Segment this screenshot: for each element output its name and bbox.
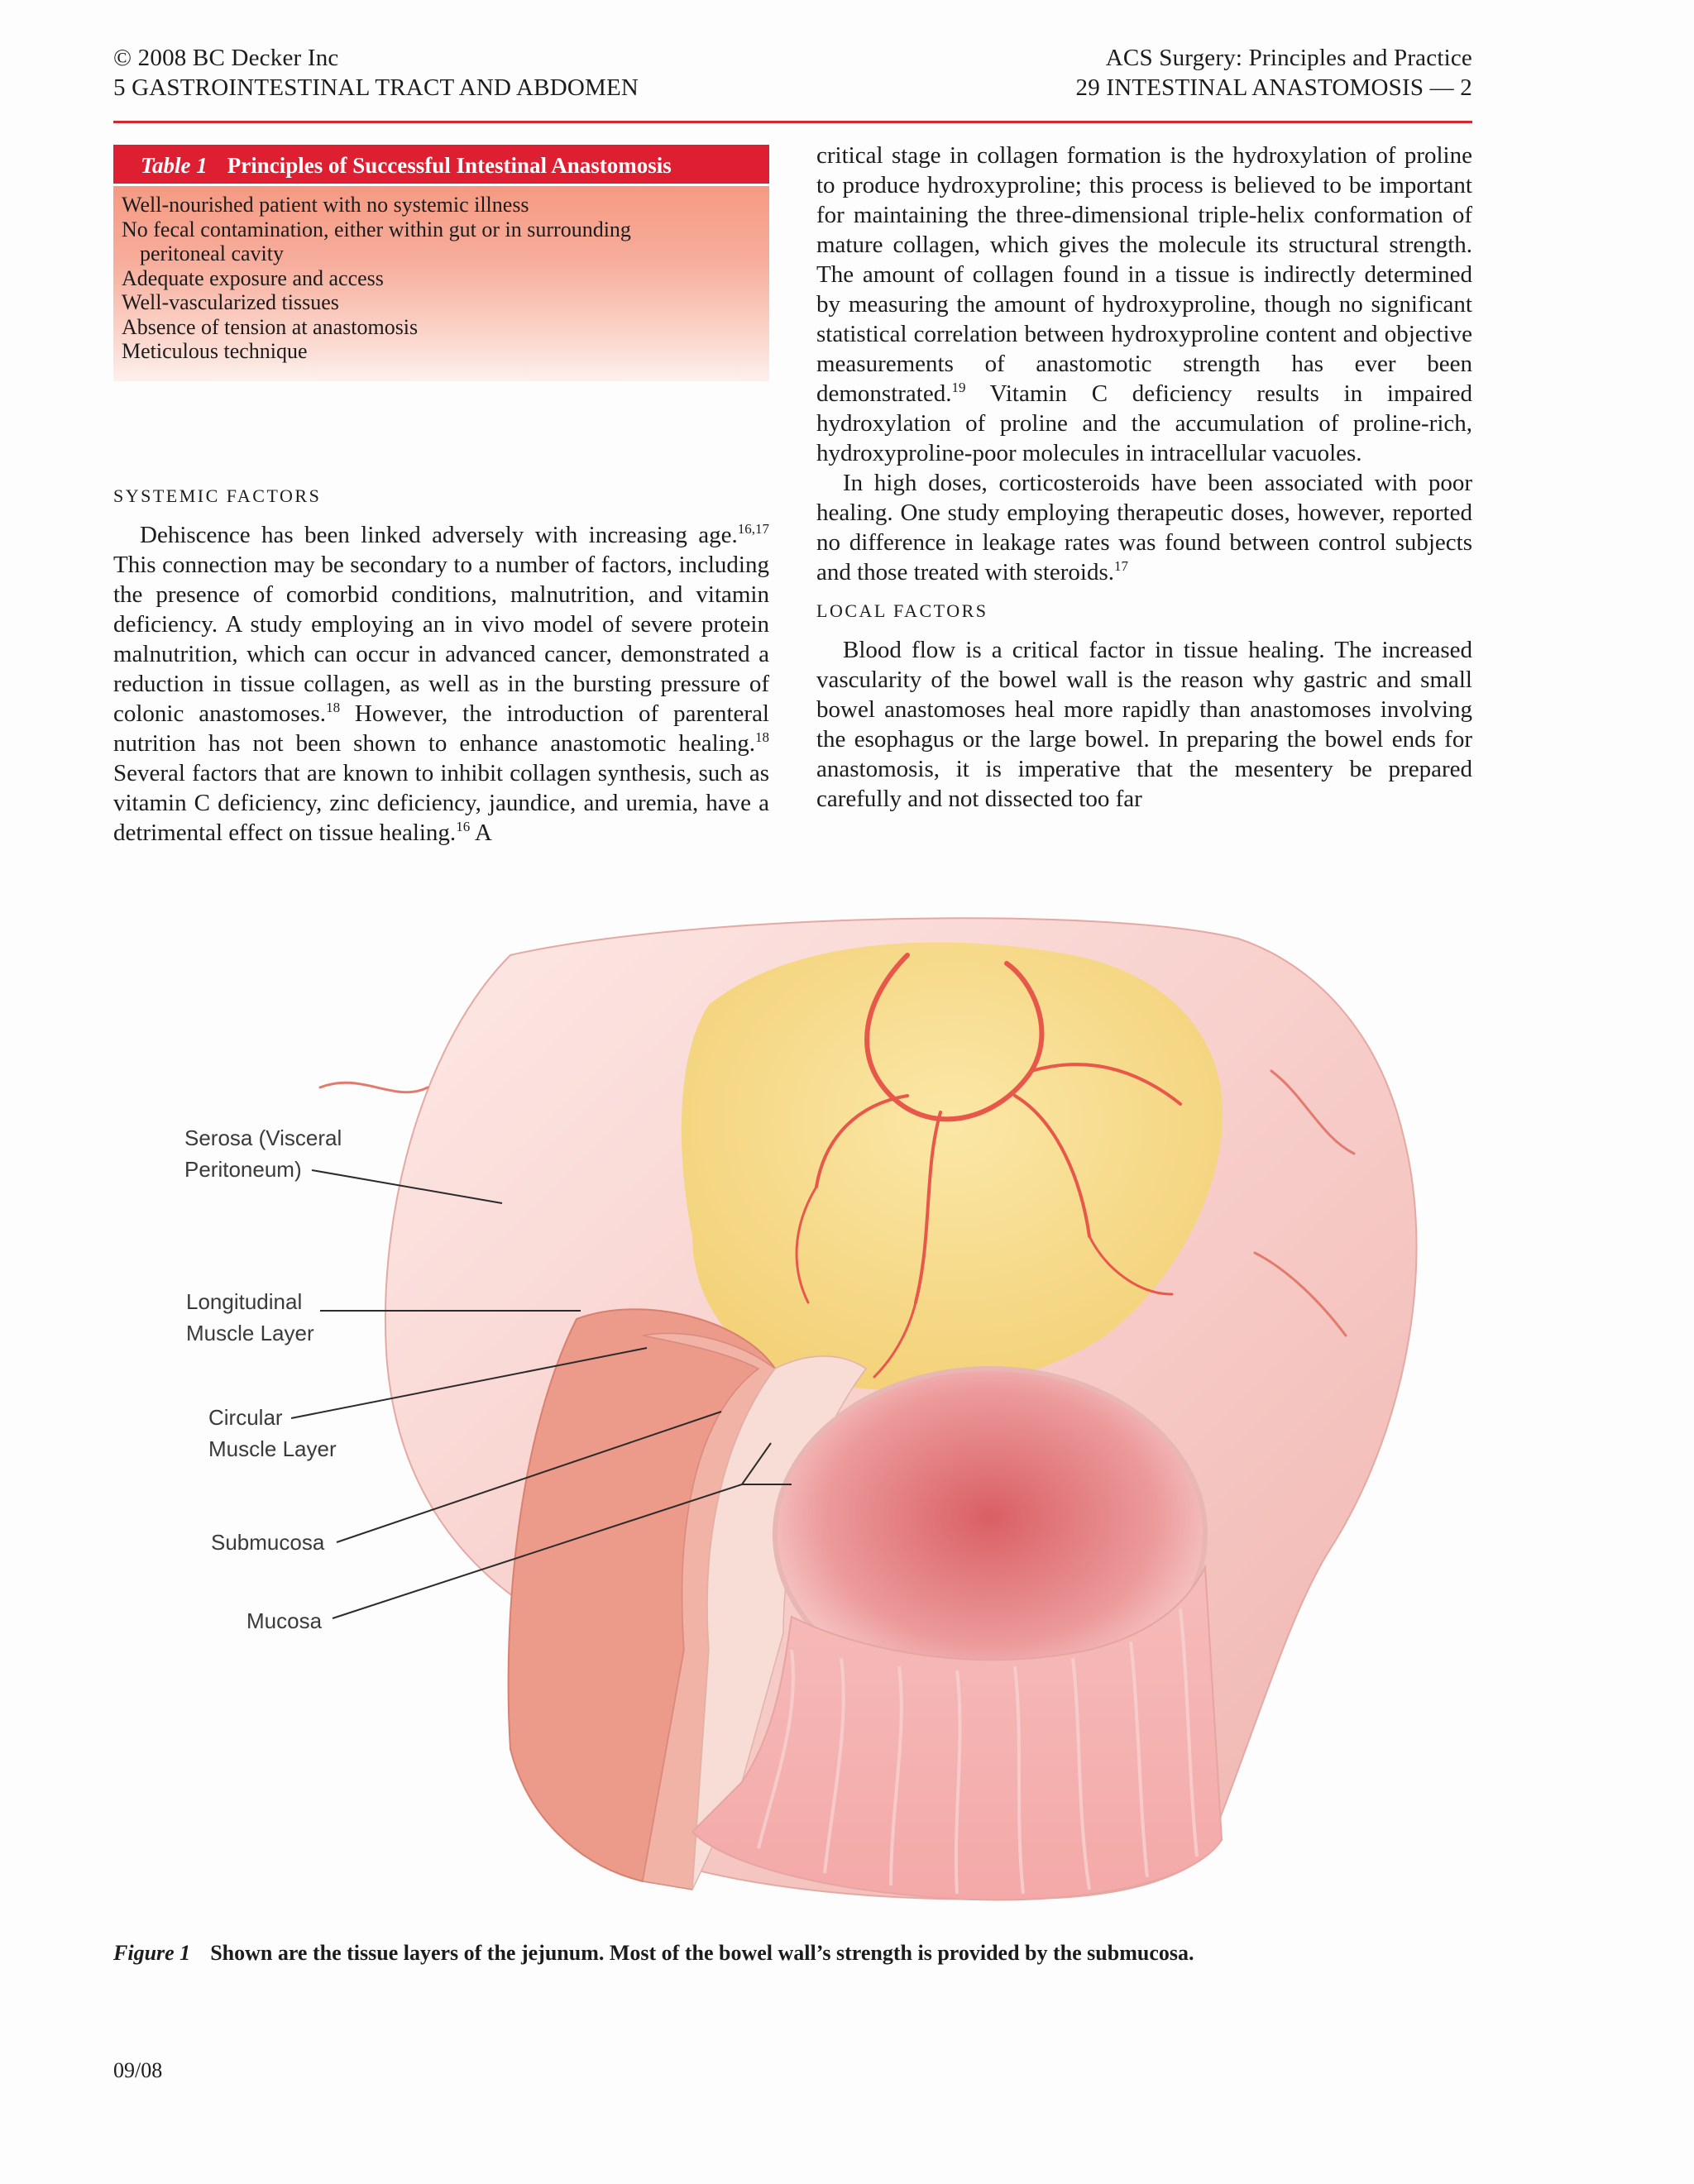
- text-run: A: [470, 820, 492, 846]
- text-run: However, the introduction of parenteral nutrition has not been shown to enhance anastomotic healing.: [113, 700, 769, 757]
- text-run: critical stage in collagen formation is the hydroxylation of proline to produce hydroxyproline; this process is believed to be important for maintaining the three-dimensional triple-helix conformation of mature collagen, which gives the molecule its structural strength. The amount of collagen found in a tissue is indirectly determined by measuring the amount of hydroxyproline, though no significant statistical correlation between hydroxyproline content and objective measurements of anastomotic strength has ever been demonstrated.: [816, 142, 1472, 407]
- table-title: Principles of Successful Intestinal Anastomosis: [227, 153, 672, 178]
- citation: 16: [456, 819, 471, 834]
- table-row: No fecal contamination, either within gut or in surrounding: [122, 217, 631, 241]
- citation: 17: [1114, 558, 1128, 574]
- text-run: Several factors that are known to inhibit collagen synthesis, such as vitamin C deficiency, zinc deficiency, jaundice, and uremia, have a detrimental effect on tissue healing.: [113, 760, 769, 846]
- table-row: Absence of tension at anastomosis: [122, 314, 419, 339]
- label-serosa-line1: Serosa (Visceral: [184, 1125, 342, 1150]
- citation: 16,17: [737, 521, 769, 537]
- label-submucosa: Submucosa: [211, 1530, 325, 1555]
- figure-caption-text: Shown are the tissue layers of the jejunum. Most of the bowel wall’s strength is provided by the submucosa.: [210, 1941, 1194, 1965]
- citation: 18: [326, 700, 341, 715]
- table-row: Meticulous technique: [122, 339, 308, 363]
- collagen-paragraph: [816, 141, 1472, 468]
- systemic-paragraph: [113, 520, 769, 848]
- left-text-column: [113, 484, 769, 848]
- table-row-continuation: peritoneal cavity: [140, 241, 284, 265]
- book-title-line: ACS Surgery: Principles and Practice: [1105, 45, 1472, 71]
- text-run: Vitamin C deficiency results in impaired hydroxylation of proline and the accumulation of proline-rich, hydroxyproline-poor molecules in intracellular vacuoles.: [816, 380, 1472, 466]
- footer-date: 09/08: [113, 2058, 163, 2082]
- header-rule: [113, 121, 1472, 123]
- section-line: 5 GASTROINTESTINAL TRACT AND ABDOMEN: [113, 74, 639, 101]
- blood-flow-paragraph: Blood flow is a critical factor in tissue healing. The increased vascularity of the bowel wall is the reason why gastric and small bowel anastomoses heal more rapidly than anastomoses involving the esophagus or the large bowel. In preparing the bowel ends for anastomosis, it is imperative that the mesentery be prepared carefully and not dissected too far: [816, 637, 1472, 812]
- principles-table: [113, 145, 769, 381]
- text-run: In high doses, corticosteroids have been associated with poor healing. One study employing therapeutic doses, however, reported no difference in leakage rates was found between control subjects and those treated with steroids.: [816, 470, 1472, 585]
- chapter-page-line: 29 INTESTINAL ANASTOMOSIS — 2: [1075, 74, 1472, 101]
- label-circular-line1: Circular: [208, 1405, 283, 1430]
- label-longitudinal-line1: Longitudinal: [186, 1289, 303, 1314]
- label-serosa-line2: Peritoneum): [184, 1157, 302, 1182]
- text-run: This connection may be secondary to a number of factors, including the presence of comorbid conditions, malnutrition, and vitamin deficiency. A study employing an in vivo model of severe protein malnutrition, which can occur in advanced cancer, demonstrated a reduction in tissue collagen, as well as in the bursting pressure of colonic anastomoses.: [113, 552, 769, 727]
- label-longitudinal-muscle: [186, 1286, 314, 1349]
- section-heading-systemic: SYSTEMIC FACTORS: [113, 485, 322, 506]
- running-header-left: [113, 43, 639, 103]
- table-body: [113, 186, 769, 381]
- figure-caption: [113, 1939, 1472, 1967]
- right-text-column: [816, 141, 1472, 814]
- label-circular-muscle: [208, 1402, 337, 1465]
- jejunum-figure: [113, 906, 1472, 1931]
- section-heading-local: LOCAL FACTORS: [816, 600, 988, 621]
- citation: 19: [951, 380, 966, 395]
- citation: 18: [755, 729, 769, 745]
- label-circular-line2: Muscle Layer: [208, 1436, 337, 1461]
- steroids-paragraph: [816, 468, 1472, 587]
- table-row: Well-vascularized tissues: [122, 290, 339, 314]
- text-run: Dehiscence has been linked adversely with increasing age.: [140, 522, 738, 548]
- figure-label: Figure 1: [113, 1941, 191, 1965]
- label-longitudinal-line2: Muscle Layer: [186, 1321, 314, 1345]
- label-mucosa: Mucosa: [246, 1608, 323, 1633]
- table-row: Adequate exposure and access: [122, 265, 384, 290]
- label-serosa: [184, 1122, 342, 1185]
- running-header-right: [1076, 43, 1473, 103]
- copyright-line: © 2008 BC Decker Inc: [113, 45, 339, 71]
- table-label: Table 1: [141, 153, 208, 178]
- table-header: [113, 145, 769, 186]
- table-row: Well-nourished patient with no systemic illness: [122, 193, 529, 217]
